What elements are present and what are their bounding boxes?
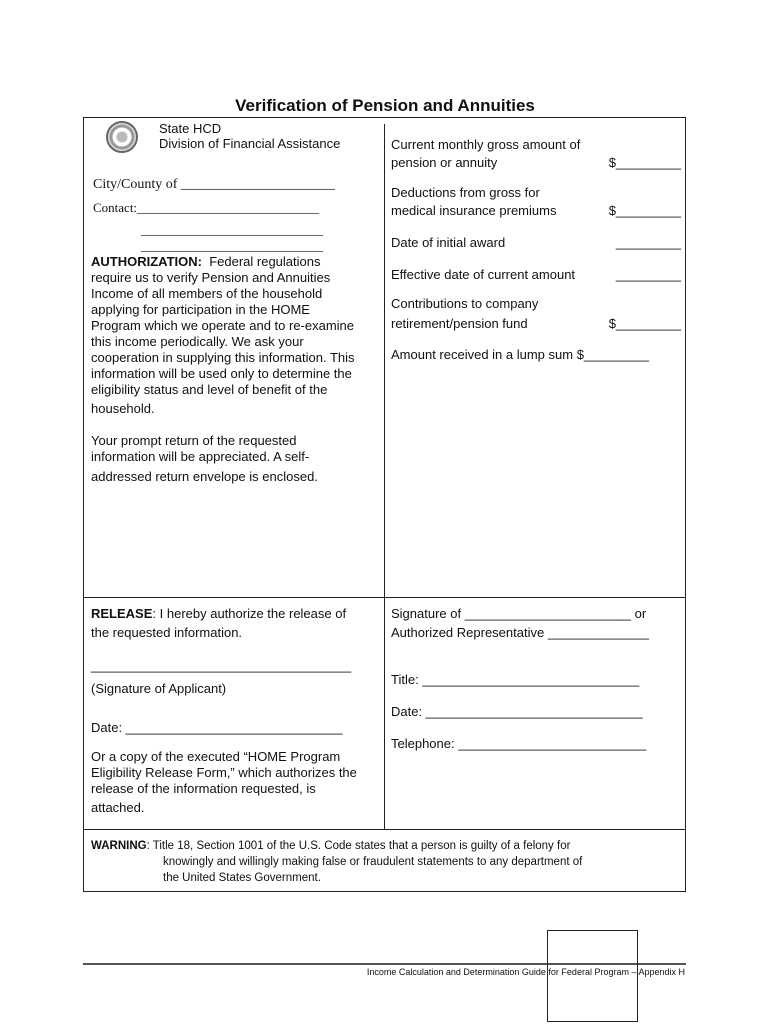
authorization-line: require us to verify Pension and Annuities: [91, 270, 331, 285]
city-county-field[interactable]: City/County of ______________________: [93, 177, 335, 192]
release-copy-line: Eligibility Release Form,” which authorizes the: [91, 765, 357, 780]
authorization-line: this income periodically. We ask your: [91, 334, 304, 349]
deductions-row: [391, 203, 681, 219]
effective-date-input[interactable]: _________: [615, 267, 681, 282]
initial-award-input[interactable]: _________: [615, 235, 681, 250]
lump-sum-field[interactable]: Amount received in a lump sum $_________: [391, 347, 649, 362]
signer-telephone-field[interactable]: Telephone: __________________________: [391, 736, 647, 751]
warning-label: WARNING: [91, 840, 147, 852]
initial-award-label: Date of initial award: [391, 235, 506, 250]
section-divider-release: [83, 597, 686, 598]
warning-text-2: knowingly and willingly making false or fraudulent statements to any department of: [163, 856, 583, 868]
form-right-border: [685, 117, 686, 892]
warning-notice: [91, 838, 681, 886]
gross-amount-input[interactable]: $_________: [608, 155, 681, 170]
applicant-signature-line[interactable]: ____________________________________: [91, 658, 352, 673]
gross-amount-label: Current monthly gross amount of: [391, 137, 581, 152]
release-copy-line: attached.: [91, 800, 145, 815]
authorization-line: household.: [91, 401, 155, 416]
initial-award-row: [391, 235, 681, 251]
prompt-line: addressed return envelope is enclosed.: [91, 469, 318, 484]
release-label: RELEASE: [91, 606, 153, 621]
authorization-line: applying for participation in the HOME: [91, 302, 310, 317]
authorization-paragraph: [91, 254, 383, 417]
contact-line-3[interactable]: ____________________________: [141, 238, 323, 253]
deductions-label: Deductions from gross for: [391, 185, 540, 200]
agency-division: Division of Financial Assistance: [159, 136, 341, 151]
prompt-return-paragraph: [91, 433, 383, 485]
release-statement: [91, 606, 346, 622]
contributions-input[interactable]: $_________: [608, 316, 681, 331]
release-text: : I hereby authorize the release of: [152, 606, 347, 621]
contact-field[interactable]: Contact:____________________________: [93, 200, 320, 215]
authorization-line: cooperation in supplying this information. This: [91, 350, 355, 365]
authorization-line: Program which we operate and to re-examine: [91, 318, 355, 333]
contributions-label-2: retirement/pension fund: [391, 316, 528, 331]
deductions-input[interactable]: $_________: [608, 203, 681, 218]
contact-line-2[interactable]: ____________________________: [141, 222, 323, 237]
prompt-line: Your prompt return of the requested: [91, 433, 297, 448]
signer-signature-field[interactable]: Signature of _______________________ or: [391, 606, 647, 621]
release-copy-line: release of the information requested, is: [91, 781, 316, 796]
applicant-signature-label: (Signature of Applicant): [91, 681, 227, 696]
warning-text: : Title 18, Section 1001 of the U.S. Code states that a person is guilty of a felony for: [146, 840, 571, 852]
authorization-line: Income of all members of the household: [91, 286, 323, 301]
release-text-2: the requested information.: [91, 625, 243, 640]
prompt-line: information will be appreciated. A self-: [91, 449, 310, 464]
authorization-line: eligibility status and level of benefit of the: [91, 382, 328, 397]
state-seal-icon: [106, 121, 138, 153]
release-date-field[interactable]: Date: ______________________________: [91, 720, 343, 735]
release-copy-paragraph: [91, 749, 383, 816]
section-divider-warning: [83, 829, 686, 830]
gross-amount-label-2: pension or annuity: [391, 155, 498, 170]
authorization-line: information will be used only to determine the: [91, 366, 352, 381]
footer-text: Income Calculation and Determination Guide for Federal Program – Appendix H: [366, 967, 685, 977]
effective-date-row: [391, 267, 681, 283]
deductions-label-2: medical insurance premiums: [391, 203, 557, 218]
authorization-label: AUTHORIZATION:: [91, 254, 202, 269]
agency-name: State HCD: [159, 121, 222, 136]
contributions-row: [391, 316, 681, 332]
signer-date-field[interactable]: Date: ______________________________: [391, 704, 643, 719]
release-copy-line: Or a copy of the executed “HOME Program: [91, 749, 341, 764]
warning-text-3: the United States Government.: [163, 872, 321, 884]
stamp-box: [547, 930, 638, 1022]
contributions-label: Contributions to company: [391, 296, 539, 311]
authorization-line: Federal regulations: [201, 254, 321, 269]
authorized-rep-field[interactable]: Authorized Representative ______________: [391, 625, 650, 640]
page-title: Verification of Pension and Annuities: [235, 96, 535, 115]
form-center-divider: [384, 124, 385, 829]
form-top-border: [83, 117, 686, 118]
form-bottom-border: [83, 891, 686, 892]
gross-amount-row: [391, 155, 681, 171]
form-left-border: [83, 117, 84, 892]
signer-title-field[interactable]: Title: ______________________________: [391, 672, 640, 687]
effective-date-label: Effective date of current amount: [391, 267, 576, 282]
